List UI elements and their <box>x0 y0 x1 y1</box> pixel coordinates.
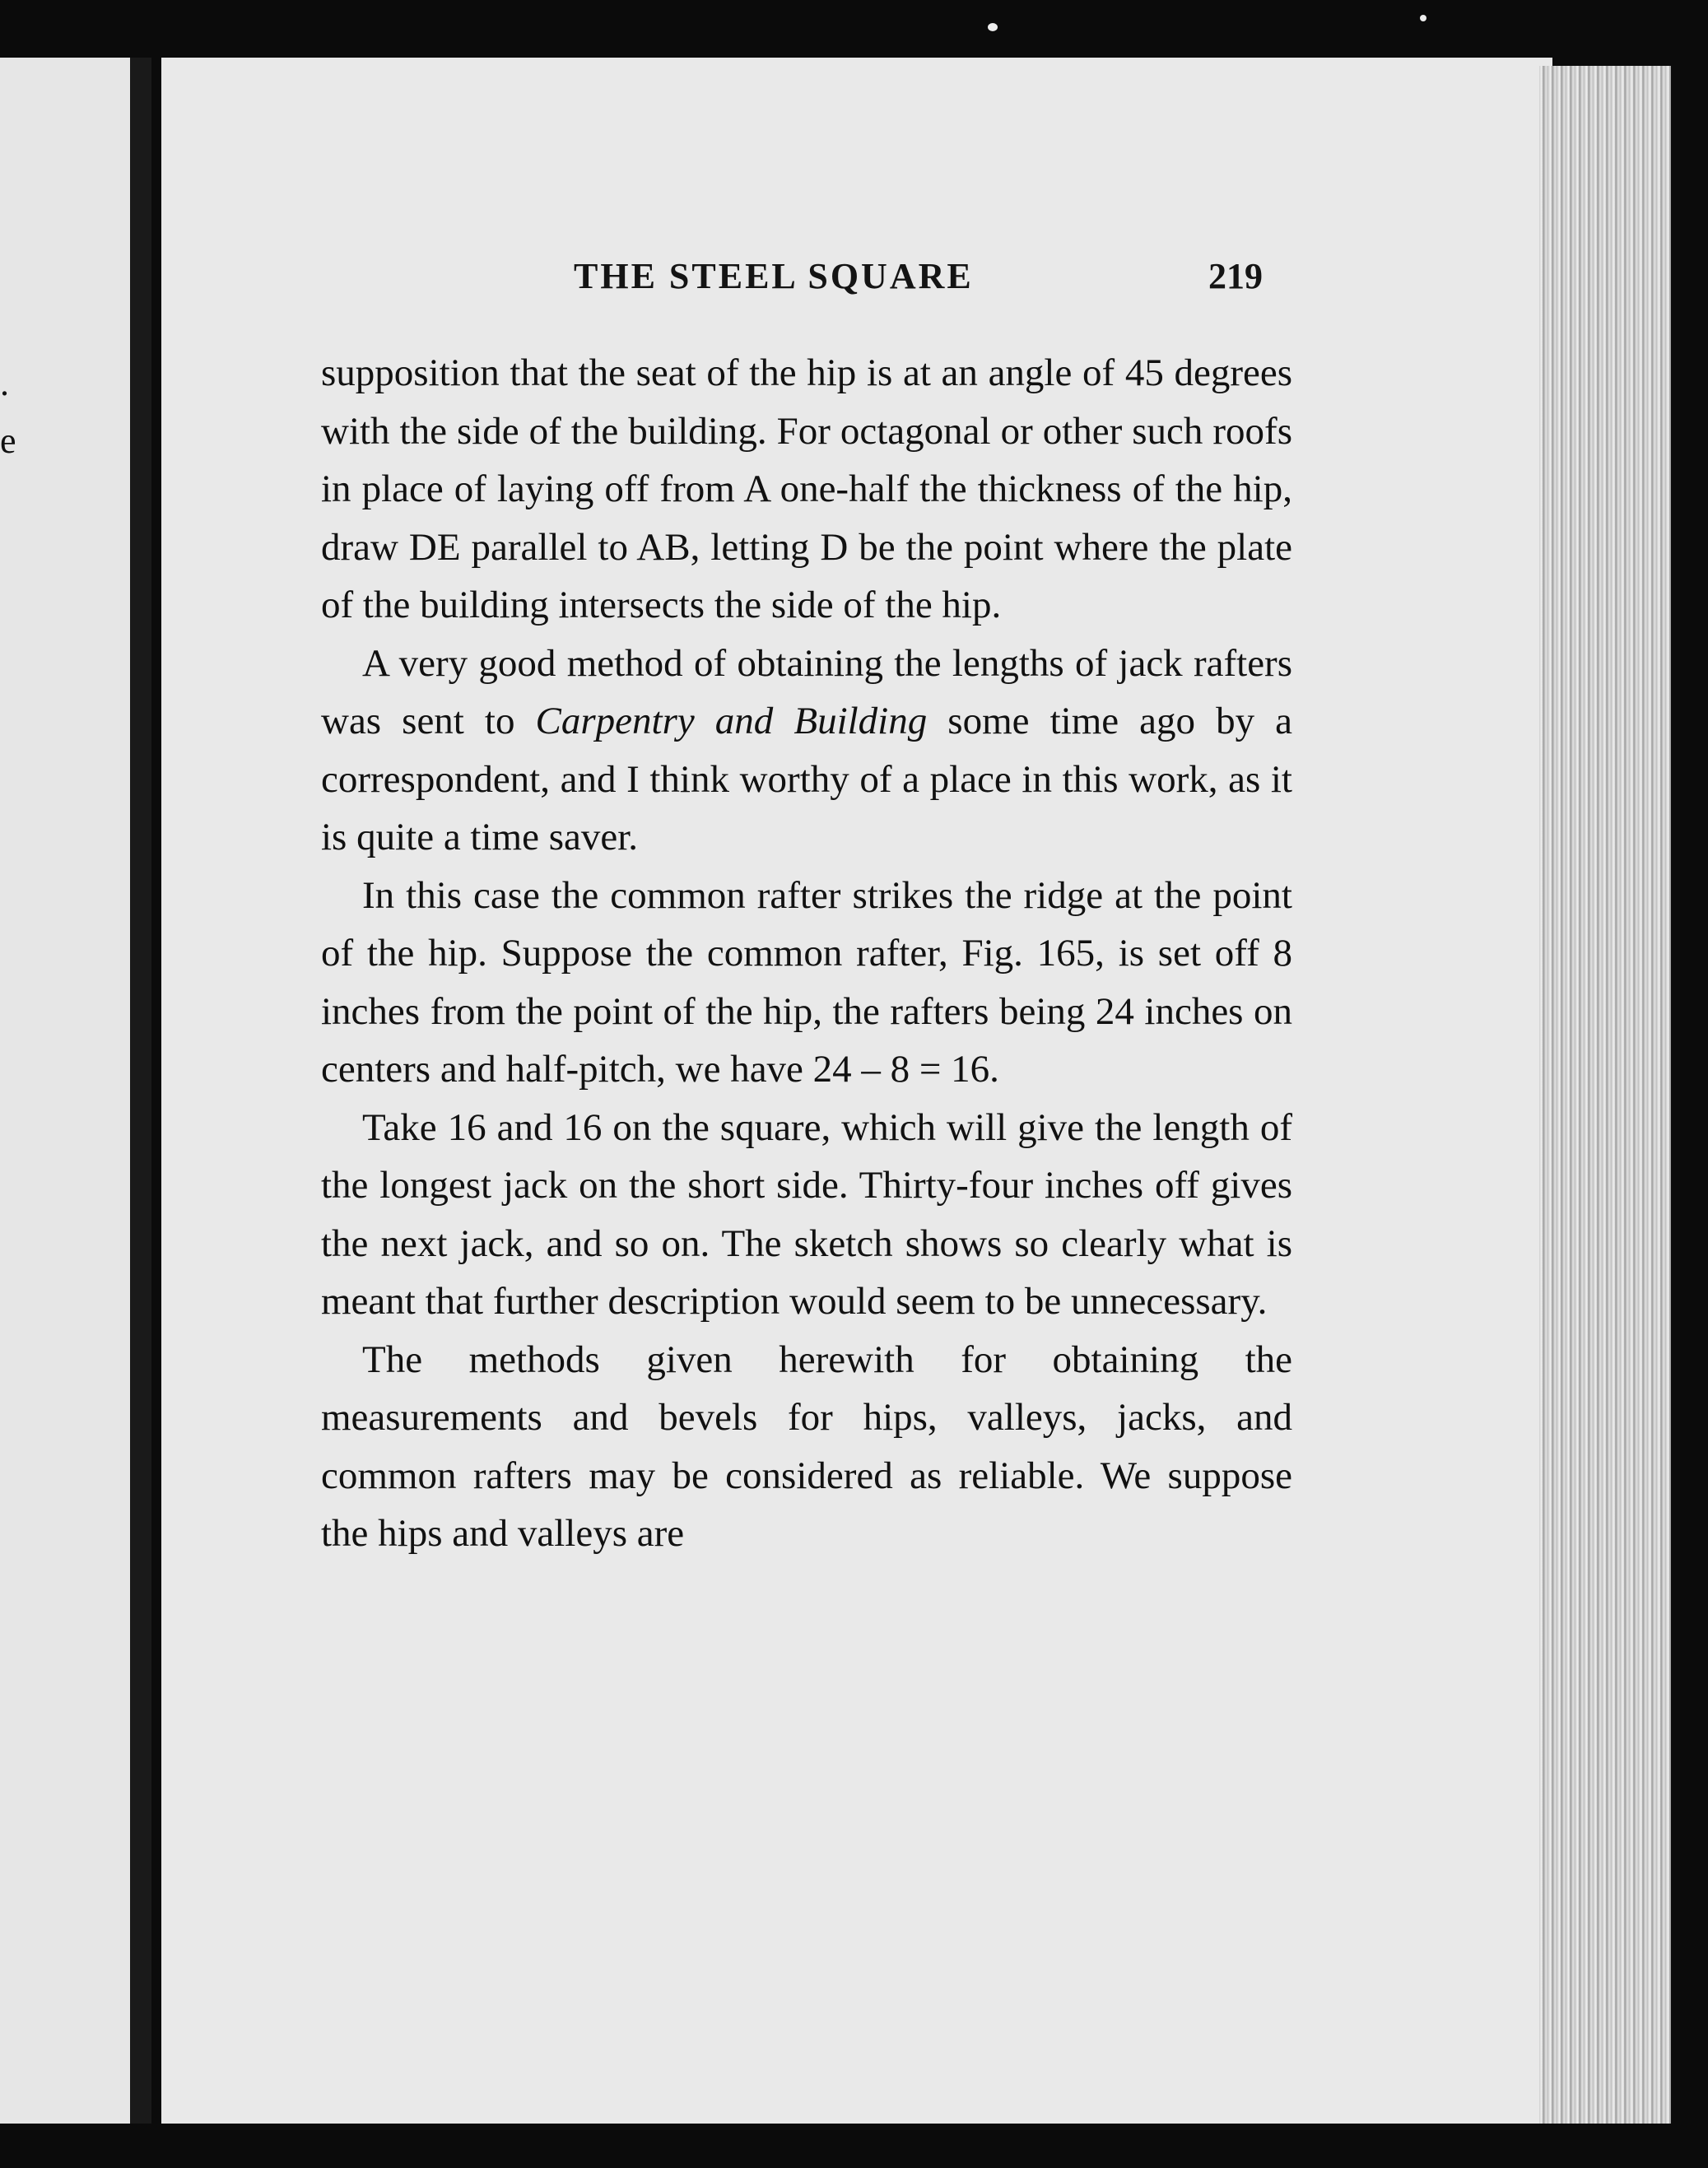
paragraph-text: A very good method of obtaining the lengths of jack rafters was sent to <box>321 641 1292 742</box>
dust-speck <box>1420 15 1426 21</box>
paragraph: Take 16 and 16 on the square, which will give the length of the longest jack on the short side. Thirty-four inches off gives the next jack, and so on. The sketch shows so clearly what is meant that further description would seem to be unnecessary. <box>321 1105 1292 1323</box>
italic-title: Carpentry and Building <box>535 700 928 742</box>
page-edge-stack <box>1539 66 1671 2124</box>
paragraph-text: some time ago by a correspondent, and I think worthy of a place in this work, as it is quite a time saver. <box>321 700 1292 858</box>
body-text <box>321 344 1292 1563</box>
left-page-fragment: . <box>0 363 9 403</box>
paragraph: supposition that the seat of the hip is at an angle of 45 degrees with the side of the building. For octagonal or other such roofs in place of laying off from A one-half the thickness of the hip, draw DE parallel to AB, letting D be the point where the plate of the building intersects the side of the hip. <box>321 351 1292 626</box>
page-header <box>0 255 1708 305</box>
book-gutter <box>130 58 151 2124</box>
left-facing-page <box>0 58 144 2124</box>
dust-speck <box>988 23 998 31</box>
running-head: THE STEEL SQUARE <box>574 256 974 296</box>
paragraph <box>321 635 1292 867</box>
paragraph: In this case the common rafter strikes the ridge at the point of the hip. Suppose the common rafter, Fig. 165, is set off 8 inches from the point of the hip, the rafters being 24 inches on centers and half-pitch, we have 24 – 8 = 16. <box>321 873 1292 1091</box>
page-number: 219 <box>1208 256 1263 296</box>
left-page-fragment: e <box>0 421 16 461</box>
paragraph: The methods given herewith for obtaining the measurements and bevels for hips, valleys, jacks, and common rafters may be considered as reliable. We suppose the hips and valleys are <box>321 1338 1292 1555</box>
